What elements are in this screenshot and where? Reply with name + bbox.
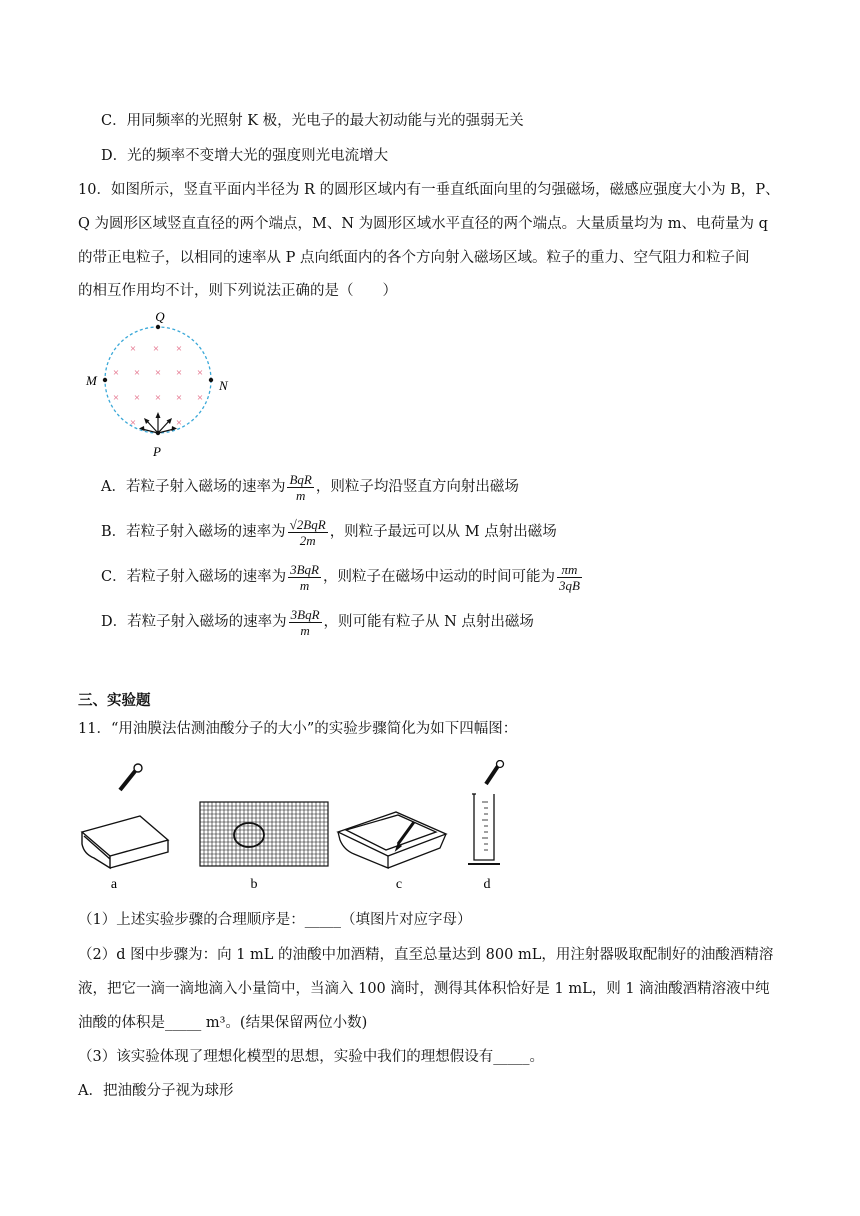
figure-label-d: d: [483, 877, 491, 892]
oil-film-experiment-figures: [76, 760, 516, 900]
point-m-dot: [103, 378, 107, 382]
option-d-denominator: m: [300, 622, 310, 638]
q11-part-3-option-a: A．把油酸分子视为球形: [78, 1083, 234, 1099]
svg-text:×: ×: [133, 392, 141, 404]
q10-stem-line-1: 10．如图所示，竖直平面内半径为 R 的圆形区域内有一垂直纸面向里的匀强磁场，磁感应强度大小为 B，P、: [78, 182, 780, 198]
option-a-suffix: ，则粒子均沿竖直方向射出磁场: [315, 479, 519, 495]
svg-text:×: ×: [152, 343, 160, 355]
option-b-denominator: 2m: [299, 532, 316, 548]
option-c-time-fraction: [557, 562, 582, 593]
svg-text:×: ×: [112, 367, 120, 379]
q11-part-1: （1）上述实验步骤的合理顺序是：_____（填图片对应字母）: [78, 912, 472, 928]
svg-text:×: ×: [175, 343, 183, 355]
option-b-suffix: ，则粒子最远可以从 M 点射出磁场: [329, 524, 557, 540]
option-d-fraction: [289, 607, 322, 638]
figure-b-grid: [200, 802, 328, 866]
svg-text:×: ×: [175, 367, 183, 379]
option-c-numerator: 3BqR: [290, 561, 319, 577]
q10-option-c: [101, 560, 584, 594]
q10-stem-line-4: 的相互作用均不计，则下列说法正确的是（ ）: [78, 283, 397, 299]
svg-text:×: ×: [129, 343, 137, 355]
svg-text:×: ×: [129, 417, 137, 429]
q11-stem: 11．“用油膜法估测油酸分子的大小”的实验步骤简化为如下四幅图：: [78, 721, 518, 737]
q11-part-2-line-3: 油酸的体积是_____ m³。(结果保留两位小数): [78, 1015, 368, 1031]
figure-label-a: a: [110, 877, 118, 892]
option-d-numerator: 3BqR: [290, 606, 320, 622]
svg-text:×: ×: [175, 392, 183, 404]
q10-stem-line-2: Q 为圆形区域竖直直径的两个端点，M、N 为圆形区域水平直径的两个端点。大量质量均为 m、电荷量为 q: [78, 216, 768, 232]
option-c-prefix: C．若粒子射入磁场的速率为: [101, 569, 287, 585]
q10-option-b: [101, 515, 557, 549]
svg-text:×: ×: [175, 417, 183, 429]
label-m: M: [86, 373, 97, 388]
figure-c-tray-glass: [338, 812, 446, 868]
option-c-time-denominator: 3qB: [558, 577, 580, 593]
option-a-fraction: [287, 472, 313, 503]
svg-text:×: ×: [154, 367, 162, 379]
svg-text:×: ×: [196, 367, 204, 379]
q9-option-c: C．用同频率的光照射 K 极，光电子的最大初动能与光的强弱无关: [101, 113, 524, 129]
figure-label-c: c: [395, 877, 403, 892]
option-c-time-numerator: πm: [557, 562, 582, 578]
svg-text:×: ×: [154, 392, 162, 404]
option-d-suffix: ，则可能有粒子从 N 点射出磁场: [323, 614, 534, 630]
svg-text:×: ×: [112, 392, 120, 404]
option-a-denominator: m: [295, 487, 306, 503]
figure-d-graduated-cylinder: [468, 761, 504, 865]
q10-option-a: [101, 470, 519, 504]
option-a-numerator: BqR: [289, 471, 312, 487]
option-c-denominator: m: [299, 577, 310, 593]
option-c-middle: ，则粒子在磁场中运动的时间可能为: [322, 569, 555, 585]
point-q-dot: [156, 325, 160, 329]
option-b-fraction: [288, 517, 328, 548]
point-n-dot: [209, 378, 213, 382]
svg-text:×: ×: [133, 367, 141, 379]
label-p: P: [153, 444, 161, 459]
magnetic-field-figure: [76, 308, 236, 463]
label-q: Q: [155, 309, 165, 324]
q11-part-3: （3）该实验体现了理想化模型的思想，实验中我们的理想假设有_____。: [78, 1049, 544, 1065]
figure-label-b: b: [250, 877, 258, 892]
q9-option-d: D．光的频率不变增大光的强度则光电流增大: [101, 148, 389, 164]
option-b-prefix: B．若粒子射入磁场的速率为: [101, 524, 286, 540]
option-b-numerator: √2BqR: [289, 516, 326, 532]
q11-part-2-line-2: 液，把它一滴一滴地滴入小量筒中，当滴入 100 滴时，测得其体积恰好是 1 mL，则 1 滴油酸酒精溶液中纯: [78, 981, 770, 997]
option-a-prefix: A．若粒子射入磁场的速率为: [101, 479, 286, 495]
q11-part-2-line-1: （2）d 图中步骤为：向 1 mL 的油酸中加酒精，直至总量达到 800 mL，用注射器吸取配制好的油酸酒精溶: [78, 947, 774, 963]
svg-text:×: ×: [196, 392, 204, 404]
option-d-prefix: D．若粒子射入磁场的速率为: [101, 614, 287, 630]
label-n: N: [219, 378, 228, 393]
section-heading: 三、实验题: [78, 693, 151, 709]
q10-stem-line-3: 的带正电粒子，以相同的速率从 P 点向纸面内的各个方向射入磁场区域。粒子的重力、空气阻力和粒子间: [78, 250, 750, 266]
q10-option-d: [101, 605, 534, 639]
figure-a-tray-dropper: [82, 764, 168, 868]
option-c-fraction: [288, 562, 321, 593]
